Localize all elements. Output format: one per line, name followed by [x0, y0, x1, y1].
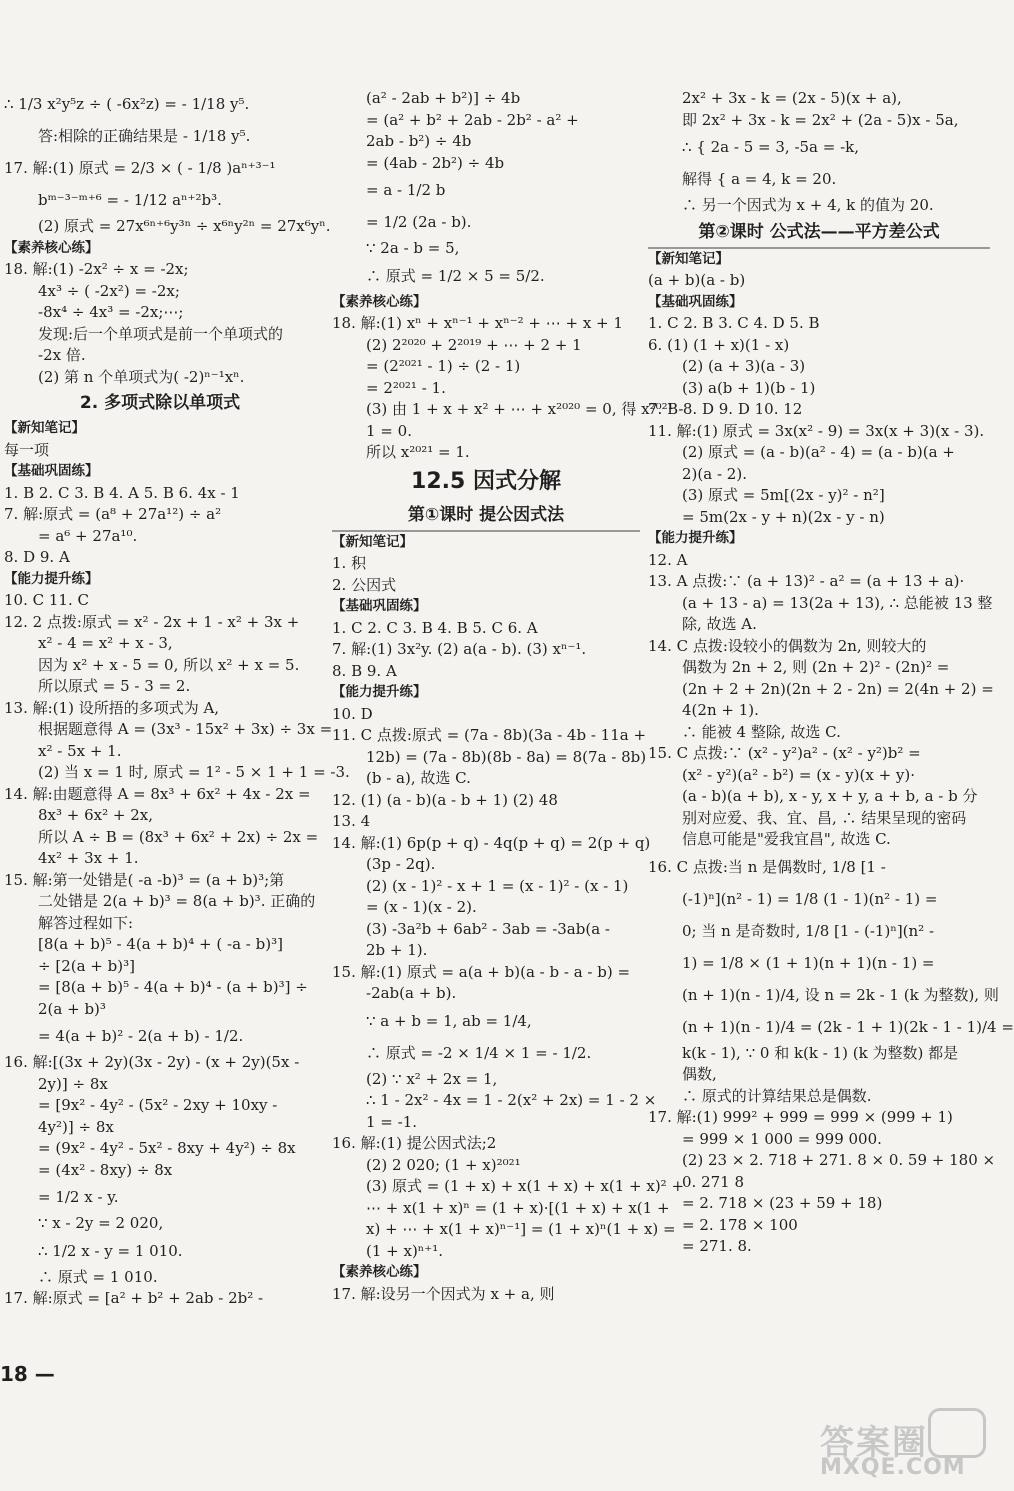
text-line: = 271. 8. [682, 1237, 752, 1255]
text-line: (n + 1)(n - 1)/4 = (2k - 1 + 1)(2k - 1 - 1)/4 = [682, 1017, 1014, 1036]
text-line: 信息可能是"爱我宜昌", 故选 C. [682, 830, 891, 848]
text-line: (2) 23 × 2. 718 + 271. 8 × 0. 59 + 180 × [682, 1151, 996, 1169]
text-line: k(k - 1), ∵ 0 和 k(k - 1) (k 为整数) 都是 [682, 1043, 959, 1062]
text-line: 17. 解:原式 = [a² + b² + 2ab - 2b² - [4, 1289, 264, 1307]
text-line: 每一项 [4, 440, 50, 459]
text-line: ∵ x - 2y = 2 020, [38, 1214, 164, 1232]
text-line: (2) 原式 = (a - b)(a² - 4) = (a - b)(a + [682, 443, 955, 461]
text-line: 4(2n + 1). [682, 701, 759, 719]
text-line: 1) = 1/8 × (1 + 1)(n + 1)(n - 1) = [682, 953, 935, 972]
text-line: 2. 公因式 [332, 575, 397, 594]
section-heading: 【基础巩固练】 [332, 598, 427, 614]
text-line: 1 = 0. [366, 421, 412, 440]
text-line: 16. C 点拨:当 n 是偶数时, 1/8 [1 - [648, 857, 886, 876]
text-line: 所以 A ÷ B = (8x³ + 6x² + 2x) ÷ 2x = [38, 827, 319, 846]
text-line: = 5m(2x - y + n)(2x - y - n) [682, 507, 885, 526]
text-line: 12. 2 点拨:原式 = x² - 2x + 1 - x² + 3x + [4, 612, 300, 631]
text-line: (a + b)(a - b) [648, 271, 746, 289]
text-line: ∴ 1/2 x - y = 1 010. [38, 1241, 183, 1260]
text-line: 10. D [332, 704, 373, 723]
text-line: = (9x² - 4y² - 5x² - 8xy + 4y²) ÷ 8x [38, 1139, 296, 1157]
text-line: ∴ 原式 = 1/2 × 5 = 5/2. [366, 266, 545, 285]
section-heading: 【素养核心练】 [4, 239, 99, 256]
text-line: = (4ab - 2b²) ÷ 4b [366, 153, 505, 172]
text-line: (3) 由 1 + x + x² + ⋯ + x²⁰²⁰ = 0, 得 x²⁰²¹ - [366, 400, 684, 418]
text-line: 解得 { a = 4, k = 20. [682, 170, 837, 188]
text-line: 1 = -1. [366, 1112, 418, 1131]
text-line: 0; 当 n 是奇数时, 1/8 [1 - (-1)ⁿ](n² - [682, 921, 935, 940]
text-line: 17. 解:设另一个因式为 x + a, 则 [332, 1284, 555, 1303]
text-line: (x² - y²)(a² - b²) = (x - y)(x + y)· [682, 765, 916, 784]
text-line: (3p - 2q). [366, 855, 436, 873]
section-heading: 【素养核心练】 [332, 1264, 427, 1280]
text-line: 16. 解:(1) 提公因式法;2 [332, 1134, 497, 1152]
text-line: 4x² + 3x + 1. [38, 849, 139, 867]
text-line: (3) -3a²b + 6ab² - 3ab = -3ab(a - [366, 919, 610, 938]
text-line: = [8(a + b)⁵ - 4(a + b)⁴ - (a + b)³] ÷ [38, 978, 308, 996]
text-line: 17. 解:(1) 原式 = 2/3 × ( - 1/8 )aⁿ⁺³⁻¹ [4, 159, 276, 177]
section-heading: 【新知笔记】 [4, 420, 85, 436]
text-line: = 1/2 x - y. [38, 1188, 119, 1206]
text-line: = 4(a + b)² - 2(a + b) - 1/2. [38, 1027, 244, 1045]
text-line: 8x³ + 6x² + 2x, [38, 806, 154, 824]
text-line: 18. 解:(1) -2x² ÷ x = -2x; [4, 260, 189, 278]
section-title: 第②课时 公式法——平方差公式 [648, 217, 990, 249]
section-heading: 【能力提升练】 [4, 570, 99, 587]
text-line: = (x - 1)(x - 2). [366, 898, 477, 916]
text-line: ∴ { 2a - 5 = 3, -5a = -k, [682, 138, 860, 156]
text-line: 14. 解:由题意得 A = 8x³ + 6x² + 4x - 2x = [4, 784, 311, 803]
text-line: = (4x² - 8xy) ÷ 8x [38, 1160, 173, 1179]
watermark-logo-icon [928, 1408, 986, 1458]
text-line: = [9x² - 4y² - (5x² - 2xy + 10xy - [38, 1096, 278, 1114]
text-line: 15. 解:第一处错是( -a -b)³ = (a + b)³;第 [4, 870, 285, 889]
section-heading: 【新知笔记】 [332, 533, 413, 550]
text-line: (2) 原式 = 27x⁶ⁿ⁺⁶y³ⁿ ÷ x⁶ⁿy²ⁿ = 27x⁶yⁿ. [38, 217, 331, 235]
text-line: [8(a + b)⁵ - 4(a + b)⁴ + ( -a - b)³] [38, 935, 283, 953]
text-line: (2) 2²⁰²⁰ + 2²⁰¹⁹ + ⋯ + 2 + 1 [366, 335, 582, 354]
text-line: (a - b)(a + b), x - y, x + y, a + b, a - b 分 [682, 787, 978, 805]
text-line: x² - 5x + 1. [38, 741, 122, 760]
section-title: 12.5 因式分解 [411, 468, 561, 494]
text-line: -2x 倍. [38, 346, 86, 364]
text-line: ∴ 1 - 2x² - 4x = 1 - 2(x² + 2x) = 1 - 2 × [366, 1091, 657, 1109]
text-line: 1. C 2. B 3. C 4. D 5. B [648, 314, 820, 332]
watermark-site: MXQE.COM [820, 1455, 966, 1480]
text-line: 解答过程如下: [38, 913, 134, 932]
text-line: = (a² + b² + 2ab - 2b² - a² + [366, 110, 579, 129]
text-line: 1. B 2. C 3. B 4. A 5. B 6. 4x - 1 [4, 483, 240, 502]
text-line: -2ab(a + b). [366, 984, 457, 1002]
text-line: 所以 x²⁰²¹ = 1. [366, 443, 470, 461]
text-line: = 2. 718 × (23 + 59 + 18) [682, 1194, 883, 1212]
text-line: 14. C 点拨:设较小的偶数为 2n, 则较大的 [648, 636, 927, 655]
text-line: = 2²⁰²¹ - 1. [366, 378, 446, 397]
text-line: 2)(a - 2). [682, 464, 747, 483]
text-line: 7. 解:(1) 3x²y. (2) a(a - b). (3) xⁿ⁻¹. [332, 640, 587, 658]
text-line: 发现:后一个单项式是前一个单项式的 [38, 324, 284, 343]
text-line: 别对应爱、我、宜、昌, ∴ 结果呈现的密码 [682, 808, 967, 827]
text-line: (3) a(b + 1)(b - 1) [682, 378, 816, 397]
text-line: (3) 原式 = 5m[(2x - y)² - n²] [682, 486, 885, 504]
text-line: 12. (1) (a - b)(a - b + 1) (2) 48 [332, 790, 558, 809]
text-line: 8. D 9. A [4, 548, 70, 566]
text-line: 14. 解:(1) 6p(p + q) - 4q(p + q) = 2(p + q) [332, 833, 651, 852]
section-heading: 【基础巩固练】 [648, 293, 743, 310]
text-line: 15. 解:(1) 原式 = a(a + b)(a - b - a - b) = [332, 962, 631, 981]
text-line: 8. B 9. A [332, 661, 397, 680]
text-line: (2) 2 020; (1 + x)²⁰²¹ [366, 1155, 521, 1174]
text-line: 12. A [648, 550, 688, 569]
text-line: 13. 解:(1) 设所捂的多项式为 A, [4, 698, 220, 717]
section-heading: 【基础巩固练】 [4, 463, 99, 479]
text-line: (-1)ⁿ](n² - 1) = 1/8 (1 - 1)(n² - 1) = [682, 889, 938, 908]
text-line: 12b) = (7a - 8b)(8b - 8a) = 8(7a - 8b) [366, 747, 647, 766]
text-line: 7. B 8. D 9. D 10. 12 [648, 400, 803, 418]
text-line: 除, 故选 A. [682, 615, 757, 633]
text-line: ∵ a + b = 1, ab = 1/4, [366, 1011, 532, 1030]
text-line: 13. 4 [332, 812, 371, 830]
section-heading: 【能力提升练】 [332, 684, 427, 700]
text-line: 2y)] ÷ 8x [38, 1074, 108, 1093]
text-line: 7. 解:原式 = (a⁸ + 27a¹²) ÷ a² [4, 505, 222, 523]
section-title: 第①课时 提公因式法 [332, 500, 640, 532]
text-line: 18. 解:(1) xⁿ + xⁿ⁻¹ + xⁿ⁻² + ⋯ + x + 1 [332, 314, 623, 332]
text-line: 17. 解:(1) 999² + 999 = 999 × (999 + 1) [648, 1108, 953, 1126]
text-line: 4y²)] ÷ 8x [38, 1117, 114, 1136]
text-line: = a - 1/2 b [366, 181, 446, 199]
text-line: ∴ 1/3 x²y⁵z ÷ ( -6x²z) = - 1/18 y⁵. [4, 95, 250, 113]
text-line: 1. C 2. C 3. B 4. B 5. C 6. A [332, 618, 538, 637]
section-heading: 【新知笔记】 [648, 250, 729, 267]
text-line: (2n + 2 + 2n)(2n + 2 - 2n) = 2(4n + 2) = [682, 679, 994, 698]
text-line: 6. (1) (1 + x)(1 - x) [648, 335, 790, 354]
text-line: 二处错是 2(a + b)³ = 8(a + b)³. 正确的 [38, 892, 316, 910]
text-line: 偶数为 2n + 2, 则 (2n + 2)² - (2n)² = [682, 658, 950, 676]
text-line: 2ab - b²) ÷ 4b [366, 132, 472, 150]
text-line: ∴ 原式 = -2 × 1/4 × 1 = - 1/2. [366, 1043, 592, 1062]
text-line: x) + ⋯ + x(1 + x)ⁿ⁻¹] = (1 + x)ⁿ(1 + x) = [366, 1220, 676, 1238]
text-line: (a + 13 - a) = 13(2a + 13), ∴ 总能被 13 整 [682, 593, 993, 612]
text-line: (2) ∵ x² + 2x = 1, [366, 1069, 498, 1088]
text-line: (2) 第 n 个单项式为( -2)ⁿ⁻¹xⁿ. [38, 367, 245, 386]
text-line: 答:相除的正确结果是 - 1/18 y⁵. [38, 127, 251, 145]
text-line: (b - a), 故选 C. [366, 769, 471, 787]
text-line: 2b + 1). [366, 941, 428, 959]
page-number: 18 — [0, 1362, 55, 1386]
section-heading: 【素养核心练】 [332, 293, 427, 310]
text-line: 偶数, [682, 1065, 717, 1083]
text-line: ∴ 原式的计算结果总是偶数. [682, 1086, 872, 1105]
text-line: 4x³ ÷ ( -2x²) = -2x; [38, 281, 180, 300]
section-heading: 【能力提升练】 [648, 530, 743, 546]
text-line: 11. C 点拨:原式 = (7a - 8b)(3a - 4b - 11a + [332, 726, 647, 744]
text-line: ∵ 2a - b = 5, [366, 239, 460, 257]
text-line: 11. 解:(1) 原式 = 3x(x² - 9) = 3x(x + 3)(x - 3). [648, 421, 985, 440]
text-line: 2(a + b)³ [38, 999, 106, 1018]
text-line: 0. 271 8 [682, 1172, 745, 1191]
text-line: 因为 x² + x - 5 = 0, 所以 x² + x = 5. [38, 655, 300, 674]
text-line: (2) 当 x = 1 时, 原式 = 1² - 5 × 1 + 1 = -3. [38, 763, 350, 781]
text-line: (2) (x - 1)² - x + 1 = (x - 1)² - (x - 1) [366, 876, 629, 895]
text-line: -8x⁴ ÷ 4x³ = -2x;⋯; [38, 303, 184, 321]
column-right [648, 88, 1014, 1258]
text-line: 16. 解:[(3x + 2y)(3x - 2y) - (x + 2y)(5x - [4, 1053, 300, 1071]
text-line: (2) (a + 3)(a - 3) [682, 357, 806, 375]
text-line: (1 + x)ⁿ⁺¹. [366, 1241, 443, 1260]
text-line: 所以原式 = 5 - 3 = 2. [38, 677, 191, 695]
text-line: ∴ 能被 4 整除, 故选 C. [682, 722, 841, 741]
text-line: = 1/2 (2a - b). [366, 213, 472, 231]
text-line: ⋯ + x(1 + x)ⁿ = (1 + x)·[(1 + x) + x(1 + [366, 1198, 670, 1217]
text-line: (3) 原式 = (1 + x) + x(1 + x) + x(1 + x)² + [366, 1177, 685, 1195]
text-line: ∴ 原式 = 1 010. [38, 1267, 158, 1286]
text-line: ÷ [2(a + b)³] [38, 956, 135, 975]
text-line: 15. C 点拨:∵ (x² - y²)a² - (x² - y²)b² = [648, 744, 921, 762]
text-line: (n + 1)(n - 1)/4, 设 n = 2k - 1 (k 为整数), 则 [682, 985, 999, 1004]
text-line: = 2. 178 × 100 [682, 1215, 798, 1234]
text-line: = 999 × 1 000 = 999 000. [682, 1129, 882, 1148]
text-line: 即 2x² + 3x - k = 2x² + (2a - 5)x - 5a, [682, 110, 959, 129]
text-line: bᵐ⁻³⁻ᵐ⁺⁶ = - 1/12 aⁿ⁺²b³. [38, 191, 222, 209]
watermark-brand: 答案圈 [820, 1423, 928, 1463]
text-line: 10. C 11. C [4, 591, 89, 609]
text-line: = a⁶ + 27a¹⁰. [38, 526, 138, 545]
text-line: x² - 4 = x² + x - 3, [38, 634, 173, 652]
text-line: 根据题意得 A = (3x³ - 15x² + 3x) ÷ 3x = [38, 720, 333, 738]
text-line: 1. 积 [332, 554, 367, 572]
text-line: (a² - 2ab + b²)] ÷ 4b [366, 89, 521, 107]
text-line: 2x² + 3x - k = (2x - 5)(x + a), [682, 89, 902, 107]
section-title: 2. 多项式除以单项式 [79, 393, 241, 413]
text-line: = (2²⁰²¹ - 1) ÷ (2 - 1) [366, 357, 521, 375]
text-line: ∴ 另一个因式为 x + 4, k 的值为 20. [682, 196, 934, 214]
text-line: 13. A 点拨:∵ (a + 13)² - a² = (a + 13 + a)· [648, 572, 965, 590]
